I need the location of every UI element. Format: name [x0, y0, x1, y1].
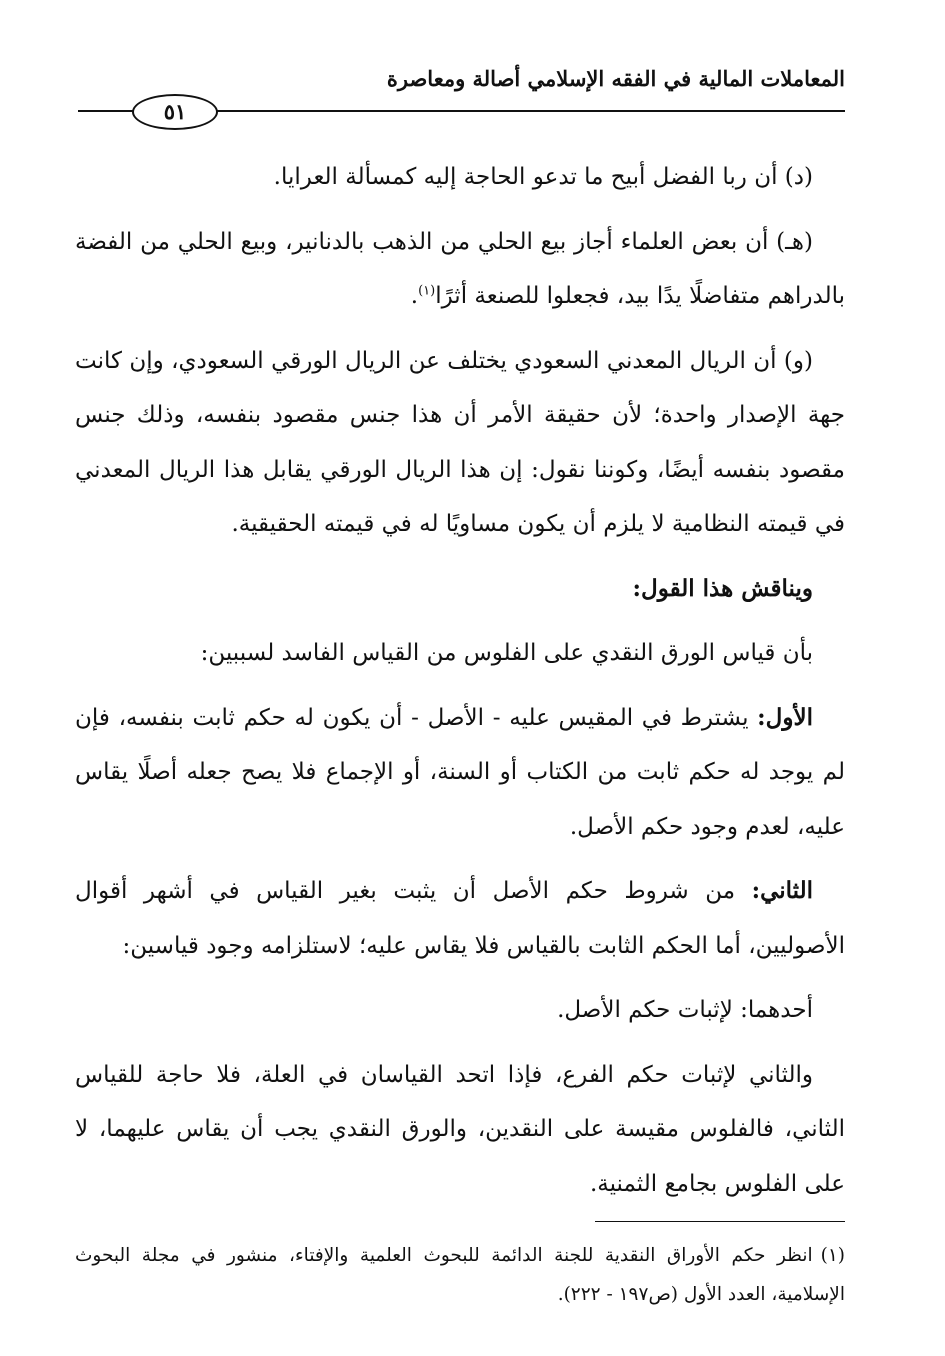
paragraph-w — [75, 334, 845, 552]
paragraph-first-reason — [75, 691, 845, 855]
running-title: المعاملات المالية في الفقه الإسلامي أصالة ومعاصرة — [386, 66, 845, 91]
paragraph-d — [75, 150, 845, 205]
page-number-badge: ٥١ — [132, 94, 218, 130]
paragraph-lead: الأول: — [757, 703, 813, 731]
paragraph-second-analogy — [75, 1048, 845, 1212]
footnote — [75, 1236, 845, 1314]
paragraph-text: (د) أن ربا الفضل أبيح ما تدعو الحاجة إليه كمسألة العرايا. — [273, 164, 813, 190]
paragraph-text: والثاني لإثبات حكم الفرع، فإذا اتحد القياسان في العلة، فلا حاجة للقياس الثاني، فالفلوس مقيسة على النقدين، والورق النقدي يجب أن يقاس عليهما، لا على الفلوس بجامع الثمنية. — [75, 1061, 845, 1197]
paragraph-text: من شروط حكم الأصل أن يثبت بغير القياس في أشهر أقوال الأصوليين، أما الحكم الثابت بالقياس فلا يقاس عليه؛ لاستلزامه وجود قياسين: — [75, 878, 845, 959]
heading-text: ويناقش هذا القول: — [632, 574, 813, 602]
paragraph-lead: الثاني: — [751, 877, 813, 904]
paragraph-text: يشترط في المقيس عليه - الأصل - أن يكون له حكم ثابت بنفسه، فإن لم يوجد له حكم ثابت من الكتاب أو السنة، أو الإجماع فلا يصح جعله أصلًا يقاس عليه، لعدم وجود حكم الأصل. — [75, 704, 845, 840]
main-text — [75, 150, 845, 1221]
paragraph-text: (و) أن الريال المعدني السعودي يختلف عن الريال الورقي السعودي، وإن كانت جهة الإصدار واحدة؛ لأن حقيقة الأمر أن هذا جنس مقصود بنفسه، وذلك جنس مقصود بنفسه أيضًا، وكوننا نقول: إن هذا الريال الورقي يقابل هذا الريال المعدني في قيمته النظامية لا يلزم أن يكون مساويًا له في قيمته الحقيقية. — [75, 347, 845, 537]
paragraph-h — [75, 215, 845, 324]
paragraph-end: . — [410, 283, 419, 309]
paragraph-reason-intro — [75, 626, 845, 681]
paragraph-text: أحدهما: لإثبات حكم الأصل. — [557, 997, 813, 1023]
paragraph-text: بأن قياس الورق النقدي على الفلوس من القياس الفاسد لسببين: — [200, 640, 813, 666]
footnote-rule — [595, 1221, 845, 1222]
section-heading — [75, 562, 845, 617]
paragraph-first-analogy — [75, 983, 845, 1038]
footnote-marker: (١) — [820, 1245, 845, 1266]
paragraph-text: (هـ) أن بعض العلماء أجاز بيع الحلي من الذهب بالدنانير، وبيع الحلي من الفضة بالدراهم متفاضلًا يدًا بيد، فجعلوا للصنعة أثرًا — [75, 228, 845, 309]
footnote-reference[interactable]: (١) — [418, 283, 436, 299]
footnote-text: انظر حكم الأوراق النقدية للجنة الدائمة للبحوث العلمية والإفتاء، منشور في مجلة البحوث الإسلامية، العدد الأول (ص١٩٧ - ٢٢٢). — [75, 1245, 845, 1305]
paragraph-second-reason — [75, 864, 845, 973]
